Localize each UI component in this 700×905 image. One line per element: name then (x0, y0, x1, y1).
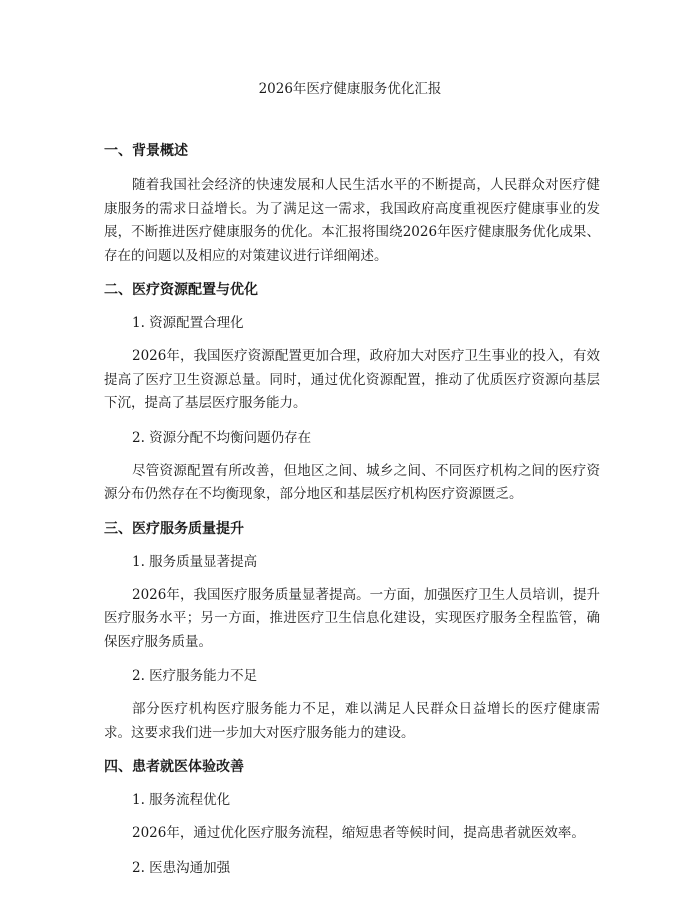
numbered-subheading: 2. 资源分配不均衡问题仍存在 (132, 429, 312, 446)
section-background (104, 141, 600, 280)
paragraph: 2026年，我国医疗服务质量显著提高。一方面，加强医疗卫生人员培训，提升医疗服务水平；另一方面，推进医疗卫生信息化建设，实现医疗服务全程监管，确保医疗服务质量。 (104, 586, 600, 650)
paragraph: 尽管资源配置有所改善，但地区之间、城乡之间、不同医疗机构之间的医疗资源分布仍然存在不均衡现象，部分地区和基层医疗机构医疗资源匮乏。 (104, 462, 600, 502)
numbered-subheading: 2. 医疗服务能力不足 (132, 668, 258, 684)
document-title: 2026年医疗健康服务优化汇报 (258, 81, 442, 97)
section-resource-allocation (104, 280, 600, 519)
numbered-subheading: 1. 服务流程优化 (132, 792, 231, 808)
paragraph: 2026年，我国医疗资源配置更加合理，政府加大对医疗卫生事业的投入，有效提高了医疗卫生资源总量。同时，通过优化资源配置，推动了优质医疗资源向基层下沉，提高了基层医疗服务能力。 (104, 348, 600, 411)
numbered-subheading: 2. 医患沟通加强 (132, 859, 231, 876)
section-patient-experience (104, 757, 600, 878)
paragraph: 2026年，通过优化医疗服务流程，缩短患者等候时间，提高患者就医效率。 (132, 825, 585, 841)
numbered-subheading: 1. 资源配置合理化 (132, 315, 244, 331)
section-heading: 四、患者就医体验改善 (104, 759, 244, 775)
section-service-quality (104, 519, 600, 758)
section-heading: 一、背景概述 (104, 143, 188, 159)
section-heading: 二、医疗资源配置与优化 (104, 282, 258, 298)
section-heading: 三、医疗服务质量提升 (104, 520, 244, 537)
paragraph: 部分医疗机构医疗服务能力不足，难以满足人民群众日益增长的医疗健康需求。这要求我们进一步加大对医疗服务能力的建设。 (104, 701, 600, 741)
numbered-subheading: 1. 服务质量显著提高 (132, 553, 258, 570)
paragraph: 随着我国社会经济的快速发展和人民生活水平的不断提高，人民群众对医疗健康服务的需求日益增长。为了满足这一需求，我国政府高度重视医疗健康事业的发展，不断推进医疗健康服务的优化。本汇报将围绕2026年医疗健康服务优化成果、存在的问题以及相应的对策建议进行详细阐述。 (104, 177, 600, 264)
document-body (104, 141, 600, 878)
